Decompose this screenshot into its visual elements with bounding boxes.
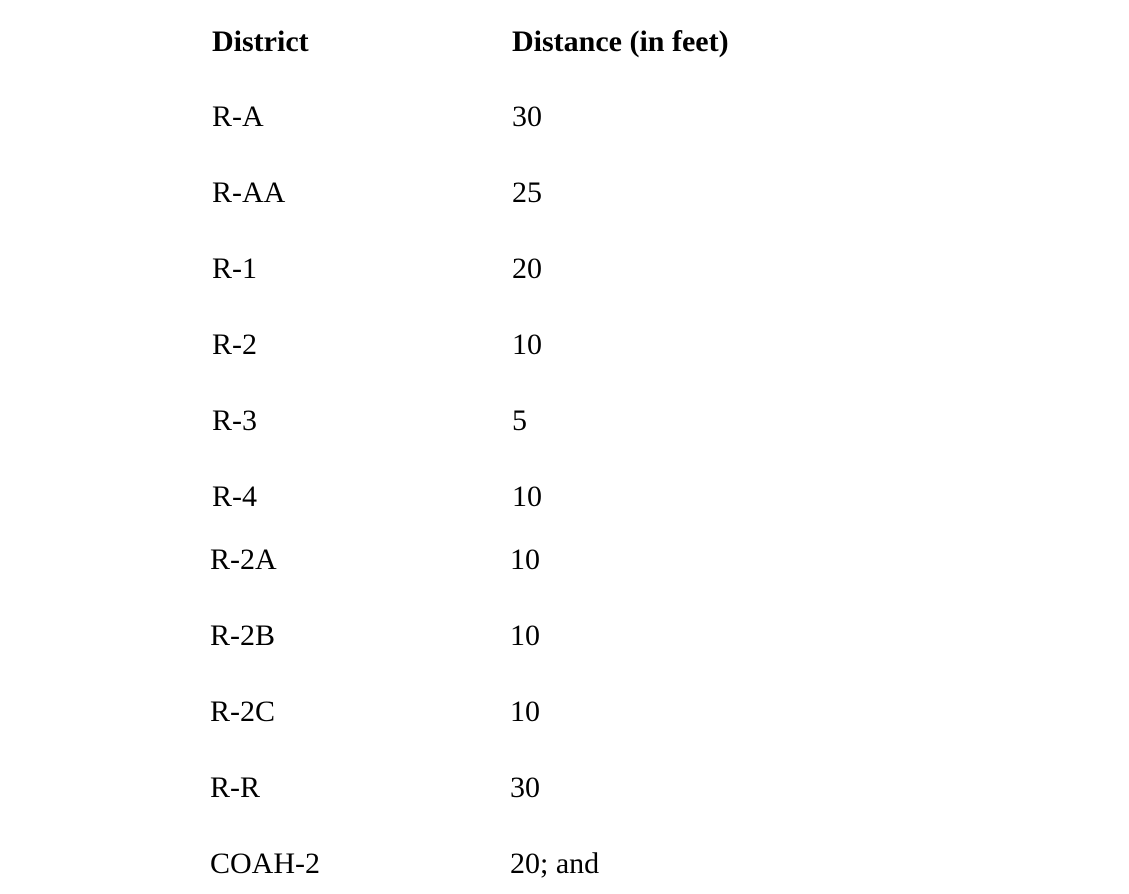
row-district: R-4 <box>212 480 257 513</box>
header-district: District <box>212 25 309 58</box>
row-district: R-1 <box>212 252 257 285</box>
row-distance: 20 <box>512 252 542 285</box>
row-district: COAH-2 <box>210 847 320 880</box>
row-distance: 25 <box>512 176 542 209</box>
row-distance: 10 <box>510 695 540 728</box>
row-district: R-2C <box>210 695 276 728</box>
row-district: R-2A <box>210 543 277 576</box>
row-distance: 10 <box>512 480 542 513</box>
row-distance: 20; and <box>510 847 600 880</box>
row-district: R-3 <box>212 404 257 437</box>
row-district: R-2 <box>212 328 257 361</box>
row-distance: 30 <box>510 771 540 804</box>
row-district: R-A <box>212 100 264 133</box>
row-district: R-AA <box>212 176 286 209</box>
row-district: R-2B <box>210 619 276 652</box>
row-distance: 5 <box>512 404 527 437</box>
header-distance: Distance (in feet) <box>512 25 729 58</box>
row-distance: 10 <box>512 328 542 361</box>
row-distance: 10 <box>510 543 540 576</box>
row-distance: 10 <box>510 619 540 652</box>
row-distance: 30 <box>512 100 542 133</box>
row-district: R-R <box>210 771 261 804</box>
